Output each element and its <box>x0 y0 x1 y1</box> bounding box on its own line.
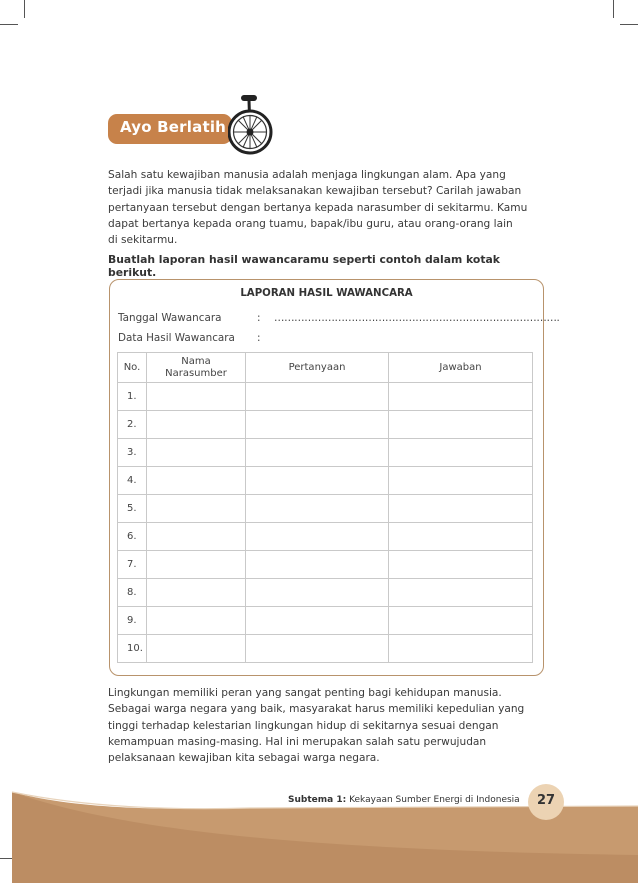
name-cell <box>147 411 246 439</box>
answer-cell <box>389 411 533 439</box>
crop-mark <box>0 24 18 25</box>
header-name-line2: Narasumber <box>165 367 227 379</box>
name-cell <box>147 607 246 635</box>
name-cell <box>147 523 246 551</box>
table-row <box>118 579 533 607</box>
question-cell <box>246 579 389 607</box>
crop-mark <box>24 0 25 18</box>
row-number: 7. <box>118 551 147 579</box>
table-row <box>118 383 533 411</box>
question-cell <box>246 495 389 523</box>
question-cell <box>246 635 389 663</box>
closing-paragraph <box>108 685 530 766</box>
name-cell <box>147 383 246 411</box>
table-row <box>118 467 533 495</box>
date-label: Tanggal Wawancara <box>118 312 222 324</box>
question-cell <box>246 439 389 467</box>
answer-cell <box>389 523 533 551</box>
closing-line: Lingkungan memiliki peran yang sangat penting bagi kehidupan manusia. <box>108 687 502 699</box>
intro-line: pertanyaan tersebut dengan bertanya kepada narasumber di sekitarmu. Kamu <box>108 201 528 214</box>
header-name-line1: Nama <box>181 355 211 367</box>
answer-cell <box>389 551 533 579</box>
name-cell <box>147 495 246 523</box>
question-cell <box>246 607 389 635</box>
header-name <box>147 353 246 383</box>
instruction-text: Buatlah laporan hasil wawancaramu seperti contoh dalam kotak berikut. <box>108 253 500 279</box>
answer-cell <box>389 607 533 635</box>
closing-line: pelaksanaan kewajiban kita sebagai warga negara. <box>108 752 380 765</box>
date-colon: : <box>257 312 261 324</box>
intro-line: Salah satu kewajiban manusia adalah menjaga lingkungan alam. Apa yang <box>108 169 506 181</box>
row-number: 10. <box>118 635 147 663</box>
table-row <box>118 411 533 439</box>
footer-subtema-label: Subtema 1: <box>288 795 347 805</box>
table-row <box>118 551 533 579</box>
footer-subtema-title: Kekayaan Sumber Energi di Indonesia <box>349 795 520 805</box>
report-title: LAPORAN HASIL WAWANCARA <box>240 288 413 299</box>
question-cell <box>246 411 389 439</box>
name-cell <box>147 579 246 607</box>
row-number: 3. <box>118 439 147 467</box>
header-answer: Jawaban <box>389 353 533 383</box>
row-number: 9. <box>118 607 147 635</box>
closing-line: Sebagai warga negara yang baik, masyarakat harus memiliki kepedulian yang <box>108 703 525 716</box>
name-cell <box>147 551 246 579</box>
closing-line: tinggi terhadap kelestarian lingkungan hidup di sekitarnya sesuai dengan <box>108 719 499 732</box>
unicycle-icon <box>228 92 276 158</box>
date-field: …………………………………………………………………………. <box>274 312 560 324</box>
row-number: 5. <box>118 495 147 523</box>
answer-cell <box>389 635 533 663</box>
question-cell <box>246 467 389 495</box>
page-number: 27 <box>536 793 556 808</box>
footer-subtema <box>288 795 520 805</box>
answer-cell <box>389 495 533 523</box>
row-number: 2. <box>118 411 147 439</box>
table-row <box>118 439 533 467</box>
header-no: No. <box>118 353 147 383</box>
answer-cell <box>389 383 533 411</box>
name-cell <box>147 635 246 663</box>
question-cell <box>246 383 389 411</box>
answer-cell <box>389 467 533 495</box>
table-row <box>118 607 533 635</box>
row-number: 8. <box>118 579 147 607</box>
row-number: 6. <box>118 523 147 551</box>
table-row <box>118 523 533 551</box>
table-row <box>118 635 533 663</box>
name-cell <box>147 439 246 467</box>
section-badge-label: Ayo Berlatih <box>120 118 227 136</box>
data-label: Data Hasil Wawancara <box>118 332 235 344</box>
answer-cell <box>389 579 533 607</box>
crop-mark <box>613 0 614 18</box>
intro-line: di sekitarmu. <box>108 234 178 247</box>
intro-line: terjadi jika manusia tidak melaksanakan kewajiban tersebut? Carilah jawaban <box>108 185 522 198</box>
header-question: Pertanyaan <box>246 353 389 383</box>
closing-line: kemampuan masing-masing. Hal ini merupakan salah satu perwujudan <box>108 735 487 748</box>
table-header-row <box>118 353 533 383</box>
data-colon: : <box>257 332 261 344</box>
crop-mark <box>620 24 638 25</box>
answer-cell <box>389 439 533 467</box>
row-number: 4. <box>118 467 147 495</box>
intro-paragraph <box>108 167 530 248</box>
row-number: 1. <box>118 383 147 411</box>
report-table <box>117 352 533 663</box>
question-cell <box>246 551 389 579</box>
question-cell <box>246 523 389 551</box>
name-cell <box>147 467 246 495</box>
intro-line: dapat bertanya kepada orang tuamu, bapak/ibu guru, atau orang-orang lain <box>108 217 513 230</box>
table-row <box>118 495 533 523</box>
